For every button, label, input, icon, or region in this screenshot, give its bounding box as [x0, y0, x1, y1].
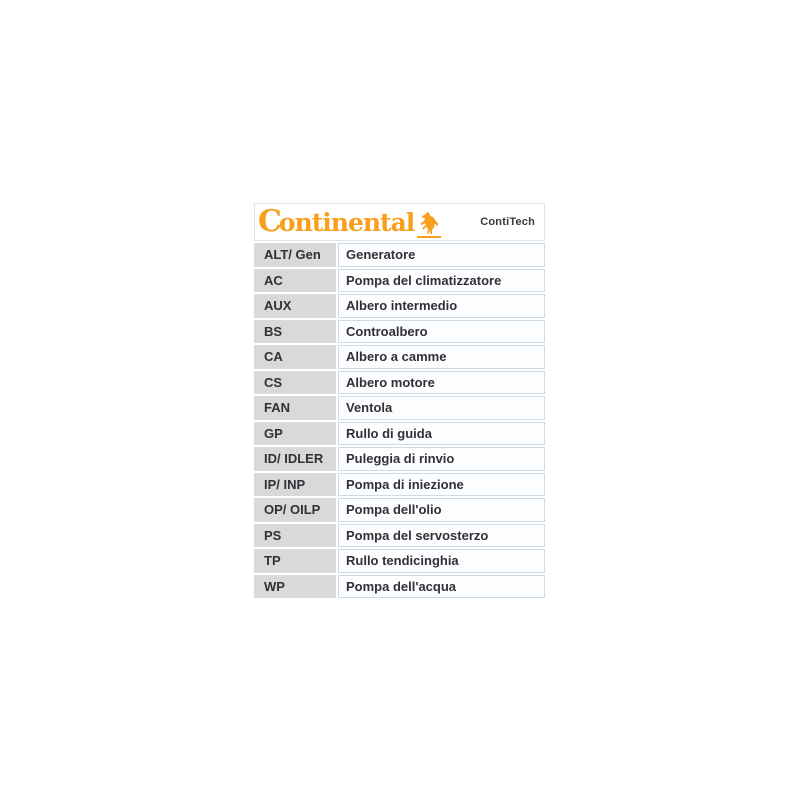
logo-letter-c: C [258, 204, 281, 239]
description-cell: Albero motore [338, 371, 545, 395]
continental-logo [258, 204, 441, 239]
horse-baseline-rule [417, 236, 441, 238]
legend-row [254, 498, 545, 522]
legend-row [254, 549, 545, 573]
legend-rows [254, 243, 545, 598]
legend-row [254, 294, 545, 318]
continental-wordmark [258, 204, 415, 239]
abbreviation-cell: GP [254, 422, 336, 446]
description-cell: Puleggia di rinvio [338, 447, 545, 471]
abbreviation-cell: BS [254, 320, 336, 344]
abbreviation-cell: WP [254, 575, 336, 599]
legend-row [254, 371, 545, 395]
description-cell: Rullo di guida [338, 422, 545, 446]
legend-row [254, 243, 545, 267]
abbreviation-cell: ID/ IDLER [254, 447, 336, 471]
abbreviation-legend-table [254, 203, 545, 600]
description-cell: Albero a camme [338, 345, 545, 369]
abbreviation-cell: TP [254, 549, 336, 573]
legend-row [254, 320, 545, 344]
description-cell: Controalbero [338, 320, 545, 344]
description-cell: Pompa del servosterzo [338, 524, 545, 548]
continental-horse-icon [417, 212, 441, 238]
logo-letters-rest: ontinental [278, 208, 415, 237]
abbreviation-cell: ALT/ Gen [254, 243, 336, 267]
legend-row [254, 473, 545, 497]
abbreviation-cell: AUX [254, 294, 336, 318]
abbreviation-cell: IP/ INP [254, 473, 336, 497]
legend-row [254, 447, 545, 471]
abbreviation-cell: CA [254, 345, 336, 369]
description-cell: Pompa dell'acqua [338, 575, 545, 599]
legend-row [254, 269, 545, 293]
description-cell: Rullo tendicinghia [338, 549, 545, 573]
legend-row [254, 396, 545, 420]
abbreviation-cell: OP/ OILP [254, 498, 336, 522]
abbreviation-cell: FAN [254, 396, 336, 420]
abbreviation-cell: AC [254, 269, 336, 293]
contitech-wordmark: ContiTech [480, 216, 535, 228]
description-cell: Albero intermedio [338, 294, 545, 318]
description-cell: Pompa dell'olio [338, 498, 545, 522]
legend-row [254, 345, 545, 369]
legend-row [254, 524, 545, 548]
description-cell: Ventola [338, 396, 545, 420]
brand-header [254, 203, 545, 241]
description-cell: Pompa di iniezione [338, 473, 545, 497]
description-cell: Pompa del climatizzatore [338, 269, 545, 293]
description-cell: Generatore [338, 243, 545, 267]
abbreviation-cell: CS [254, 371, 336, 395]
legend-row [254, 422, 545, 446]
legend-row [254, 575, 545, 599]
abbreviation-cell: PS [254, 524, 336, 548]
